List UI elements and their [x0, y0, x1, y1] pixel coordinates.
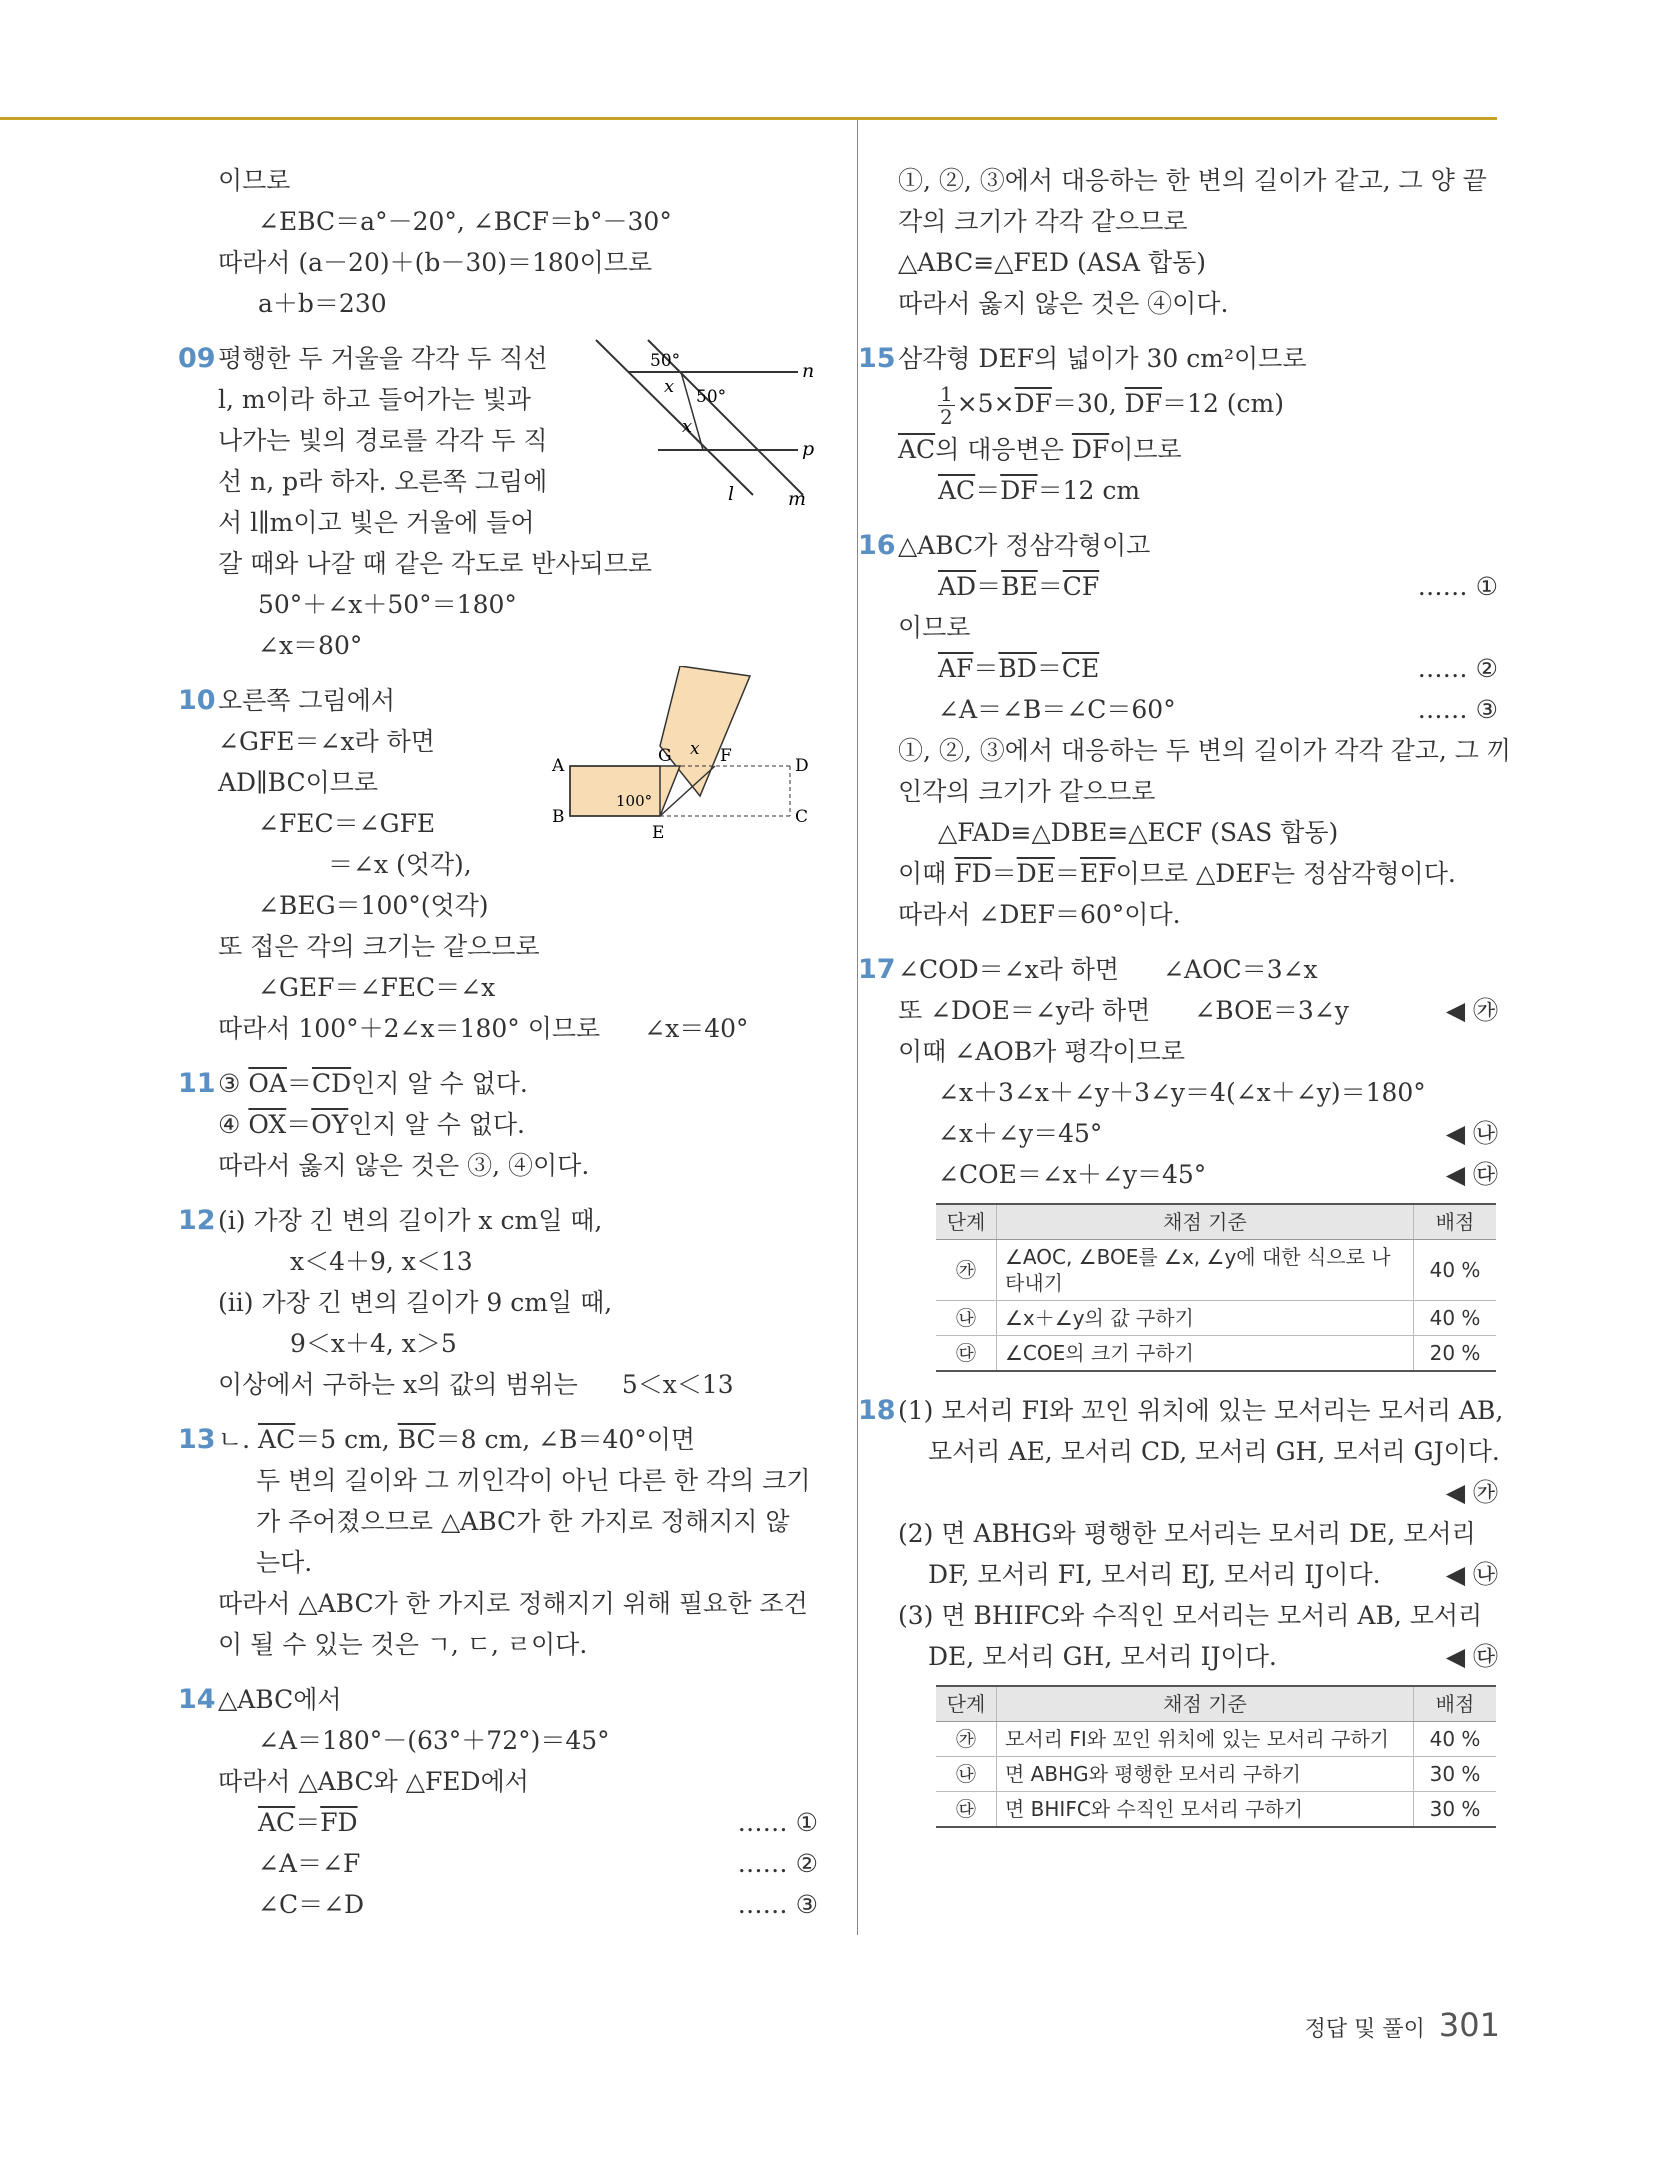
angle-label: 100°: [616, 792, 653, 810]
text-line: △ABC가 정삼각형이고: [898, 531, 1151, 560]
text-line: 이 될 수 있는 것은 ㄱ, ㄷ, ㄹ이다.: [218, 1630, 588, 1659]
text: ＝: [286, 1069, 312, 1098]
segment: $\overline{AC}$: [258, 1425, 296, 1454]
top-rule: [0, 117, 1497, 120]
text: ㄴ.: [218, 1425, 259, 1454]
step-marker: ◀ ㉰: [1445, 1160, 1498, 1189]
equation: ∠x＋3∠x＋∠y＋3∠y＝4(∠x＋∠y)＝180°: [938, 1078, 1426, 1107]
problem-16: [858, 525, 1512, 935]
text: ＝30,: [1051, 389, 1125, 418]
text-line: (2) 면 ABHG와 평행한 모서리는 모서리 DE, 모서리: [898, 1519, 1476, 1548]
text-line: ①, ②, ③에서 대응하는 두 변의 길이가 각각 같고, 그 끼: [898, 736, 1512, 765]
problem-number: 12: [178, 1205, 216, 1236]
text-line: 오른쪽 그림에서: [218, 686, 395, 715]
text-line: 삼각형 DEF의 넓이가 30 cm²이므로: [898, 344, 1307, 373]
text: ∠COD＝∠x라 하면: [898, 955, 1120, 984]
fraction: $\frac{1}{2}$: [940, 382, 953, 429]
text: ＝8 cm, ∠B＝40°이면: [435, 1425, 696, 1454]
equation: ＝∠x (엇각),: [328, 850, 472, 879]
segment: $\overline{BE}$: [1001, 572, 1038, 601]
text: DE, 모서리 GH, 모서리 IJ이다.: [928, 1642, 1277, 1671]
segment: $\overline{OY}$: [311, 1110, 349, 1139]
text: 인지 알 수 없다.: [348, 1110, 525, 1139]
problem-number: 15: [858, 343, 896, 374]
problem-number: 13: [178, 1424, 216, 1455]
line-label: n: [802, 360, 815, 382]
segment: $\overline{OX}$: [248, 1110, 287, 1139]
text: ＝: [975, 476, 1001, 505]
text-line: 각의 크기가 각각 같으므로: [898, 207, 1188, 236]
answer: ∠x＝40°: [644, 1014, 749, 1043]
text-line: 서 l∥m이고 빛은 거울에 들어: [218, 508, 535, 537]
equation: a＋b＝230: [258, 289, 387, 318]
point-label: B: [552, 807, 565, 827]
text-line: 따라서 100°＋2∠x＝180° 이므로: [218, 1014, 601, 1043]
equation: ∠BEG＝100°(엇각): [258, 891, 489, 920]
equation-marker: …… ②: [1417, 654, 1498, 683]
point-label: C: [795, 807, 809, 827]
problem-number: 14: [178, 1684, 216, 1715]
text-line: 이상에서 구하는 x의 값의 범위는: [218, 1370, 578, 1399]
text: 의 대응변은: [935, 435, 1072, 464]
point-label: D: [795, 756, 809, 776]
angle-label: x: [690, 739, 700, 759]
problem-11: [178, 1063, 818, 1186]
text-line: 는다.: [256, 1548, 313, 1577]
text-line: 가 주어졌으므로 △ABC가 한 가지로 정해지지 않: [256, 1507, 790, 1536]
text-line: 또 접은 각의 크기는 같으므로: [218, 932, 540, 961]
equation: ∠EBC＝a°－20°, ∠BCF＝b°－30°: [258, 207, 672, 236]
text: ＝: [1037, 572, 1063, 601]
text: ＝: [1054, 859, 1080, 888]
text-line: AD∥BC이므로: [218, 768, 379, 797]
segment: $\overline{OA}$: [248, 1069, 287, 1098]
continuation-14: [898, 160, 1498, 324]
segment: $\overline{AD}$: [938, 572, 977, 601]
column-divider: [857, 120, 858, 1935]
text-line: 이므로: [218, 166, 291, 195]
problem-13: [178, 1419, 818, 1665]
segment: $\overline{BD}$: [998, 654, 1037, 683]
text-line: 갈 때와 나갈 때 같은 각도로 반사되므로: [218, 549, 653, 578]
table-header: 단계 채점 기준 배점: [936, 1686, 1496, 1722]
text: ×5×: [956, 389, 1015, 418]
text-line: △ABC에서: [218, 1685, 342, 1714]
problem-number: 17: [858, 954, 896, 985]
problem-number: 09: [178, 343, 216, 374]
problem-17: [858, 949, 1498, 1372]
text-line: 나가는 빛의 경로를 각각 두 직: [218, 426, 548, 455]
equation: x＜4＋9, x＜13: [290, 1247, 473, 1276]
table-row: ㉰ ∠COE의 크기 구하기 20 %: [936, 1336, 1496, 1372]
table-row: ㉮ 모서리 FI와 꼬인 위치에 있는 모서리 구하기 40 %: [936, 1722, 1496, 1757]
text-line: (i) 가장 긴 변의 길이가 x cm일 때,: [218, 1206, 603, 1235]
text: DF, 모서리 FI, 모서리 EJ, 모서리 IJ이다.: [928, 1560, 1381, 1589]
problem-number: 18: [858, 1395, 896, 1426]
problem-09: [178, 338, 818, 666]
equation: ∠GEF＝∠FEC＝∠x: [258, 973, 496, 1002]
text-line: ①, ②, ③에서 대응하는 한 변의 길이가 같고, 그 양 끝: [898, 166, 1487, 195]
equation-marker: …… ③: [737, 1890, 818, 1919]
text-line: l, m이라 하고 들어가는 빛과: [218, 385, 531, 414]
text: ＝12 (cm): [1162, 389, 1285, 418]
segment: $\overline{CD}$: [311, 1069, 352, 1098]
step-marker: ◀ ㉯: [1445, 1119, 1498, 1148]
segment: $\overline{DF}$: [1014, 389, 1052, 418]
equation: ∠A＝∠F: [258, 1849, 361, 1878]
text-line: 따라서 ∠DEF＝60°이다.: [898, 900, 1181, 929]
problem-number: 10: [178, 685, 216, 716]
page-footer: [1300, 2006, 1500, 2044]
equation-marker: …… ①: [1417, 572, 1498, 601]
segment: $\overline{BC}$: [397, 1425, 436, 1454]
problem-18: [858, 1390, 1504, 1828]
segment: $\overline{FD}$: [320, 1808, 358, 1837]
table-row: ㉰ 면 BHIFC와 수직인 모서리 구하기 30 %: [936, 1792, 1496, 1828]
segment: $\overline{AC}$: [938, 476, 976, 505]
text: ＝5 cm,: [295, 1425, 398, 1454]
equation: ∠x＝80°: [258, 631, 363, 660]
segment: $\overline{FD}$: [954, 859, 992, 888]
text-line: 따라서 옳지 않은 것은 ③, ④이다.: [218, 1151, 590, 1180]
segment: $\overline{AC}$: [258, 1808, 296, 1837]
segment: $\overline{AF}$: [938, 654, 974, 683]
table-row: ㉯ 면 ABHG와 평행한 모서리 구하기 30 %: [936, 1757, 1496, 1792]
equation: ∠COE＝∠x＋∠y＝45°: [938, 1160, 1207, 1189]
point-label: E: [652, 823, 665, 843]
text: ＝: [991, 859, 1017, 888]
equation-marker: …… ③: [1417, 695, 1498, 724]
segment: $\overline{DF}$: [1000, 476, 1038, 505]
right-column: [858, 160, 1512, 1832]
text: ＝: [286, 1110, 312, 1139]
table-row: ㉯ ∠x＋∠y의 값 구하기 40 %: [936, 1301, 1496, 1336]
answer: 5＜x＜13: [621, 1370, 734, 1399]
text-line: 모서리 AE, 모서리 CD, 모서리 GH, 모서리 GJ이다.: [928, 1437, 1500, 1466]
equation: △FAD≡△DBE≡△ECF (SAS 합동): [938, 818, 1339, 847]
segment: $\overline{DE}$: [1016, 859, 1055, 888]
page-number: 301: [1438, 2006, 1500, 2044]
text-line: 따라서 (a－20)＋(b－30)＝180이므로: [218, 248, 653, 277]
text: 인지 알 수 없다.: [351, 1069, 528, 1098]
angle-label: x: [664, 376, 675, 397]
line-label: p: [802, 438, 815, 460]
point-label: G: [658, 746, 672, 766]
text-line: (3) 면 BHIFC와 수직인 모서리는 모서리 AB, 모서리: [898, 1601, 1483, 1630]
text: 또 ∠DOE＝∠y라 하면: [898, 996, 1151, 1025]
equation: 50°＋∠x＋50°＝180°: [258, 590, 517, 619]
equation: ∠x＋∠y＝45°: [938, 1119, 1103, 1148]
text: 이므로 △DEF는 정삼각형이다.: [1115, 859, 1456, 888]
step-marker: ◀ ㉯: [1445, 1560, 1498, 1589]
text: ＝: [976, 572, 1002, 601]
text: 이므로: [1109, 435, 1182, 464]
text-line: △ABC≡△FED (ASA 합동): [898, 248, 1206, 277]
problem-14: [178, 1679, 818, 1925]
text-line: 평행한 두 거울을 각각 두 직선: [218, 344, 548, 373]
text-line: 따라서 △ABC와 △FED에서: [218, 1767, 529, 1796]
problem-10: [178, 680, 818, 1049]
text-line: 두 변의 길이와 그 끼인각이 아닌 다른 한 각의 크기: [256, 1466, 811, 1495]
segment: $\overline{EF}$: [1079, 859, 1116, 888]
text-line: (ii) 가장 긴 변의 길이가 9 cm일 때,: [218, 1288, 613, 1317]
text: ＝: [973, 654, 999, 683]
step-marker: ◀ ㉮: [1445, 996, 1498, 1025]
scoring-table-17: [936, 1203, 1496, 1372]
text-line: 이때 ∠AOB가 평각이므로: [898, 1037, 1185, 1066]
equation: 9＜x＋4, x＞5: [290, 1329, 457, 1358]
text: ＝: [295, 1808, 321, 1837]
angle-label: 50°: [696, 387, 727, 407]
text: ＝: [1036, 654, 1062, 683]
point-label: F: [720, 746, 732, 766]
angle-label: x: [682, 416, 693, 437]
left-column: [178, 160, 818, 1925]
point-label: A: [552, 756, 565, 776]
equation: ∠C＝∠D: [258, 1890, 365, 1919]
problem-15: [858, 338, 1498, 511]
segment: $\overline{DF}$: [1124, 389, 1163, 418]
line-label: m: [788, 488, 807, 510]
folded-paper-figure: [540, 666, 830, 856]
equation: ∠A＝180°－(63°＋72°)＝45°: [258, 1726, 610, 1755]
text: 이때: [898, 859, 955, 888]
text-line: (1) 모서리 FI와 꼬인 위치에 있는 모서리는 모서리 AB,: [898, 1396, 1504, 1425]
mirror-figure: [588, 330, 828, 510]
text-line: 이므로: [898, 613, 971, 642]
line-label: l: [728, 483, 735, 505]
problem-number: 16: [858, 530, 896, 561]
step-marker: ◀ ㉰: [1445, 1642, 1498, 1671]
problem-number: 11: [178, 1068, 216, 1099]
text-line: 따라서 옳지 않은 것은 ④이다.: [898, 289, 1229, 318]
equation: ∠AOC＝3∠x: [1163, 955, 1318, 984]
footer-label: 정답 및 풀이: [1304, 2017, 1425, 2042]
equation: ∠BOE＝3∠y: [1194, 996, 1349, 1025]
scoring-table-18: [936, 1685, 1496, 1828]
segment: $\overline{AC}$: [898, 435, 936, 464]
text: ＝12 cm: [1037, 476, 1141, 505]
text-line: ∠GFE＝∠x라 하면: [218, 727, 435, 756]
equation: ∠FEC＝∠GFE: [258, 809, 436, 838]
table-header: 단계 채점 기준 배점: [936, 1204, 1496, 1240]
text: ④: [218, 1110, 249, 1139]
text-line: 인각의 크기가 같으므로: [898, 777, 1156, 806]
segment: $\overline{CE}$: [1061, 654, 1100, 683]
text-line: 선 n, p라 하자. 오른쪽 그림에: [218, 467, 548, 496]
text: ③: [218, 1069, 249, 1098]
text-line: 따라서 △ABC가 한 가지로 정해지기 위해 필요한 조건: [218, 1589, 808, 1618]
segment: $\overline{DF}$: [1071, 435, 1110, 464]
equation: ∠A＝∠B＝∠C＝60°: [938, 695, 1176, 724]
segment: $\overline{CF}$: [1062, 572, 1100, 601]
step-marker: ◀ ㉮: [1445, 1478, 1498, 1507]
problem-12: [178, 1200, 818, 1405]
angle-label: 50°: [650, 351, 681, 371]
equation-marker: …… ①: [737, 1808, 818, 1837]
equation-marker: …… ②: [737, 1849, 818, 1878]
continuation-08: [218, 160, 818, 324]
table-row: ㉮ ∠AOC, ∠BOE를 ∠x, ∠y에 대한 식으로 나타내기 40 %: [936, 1240, 1496, 1301]
